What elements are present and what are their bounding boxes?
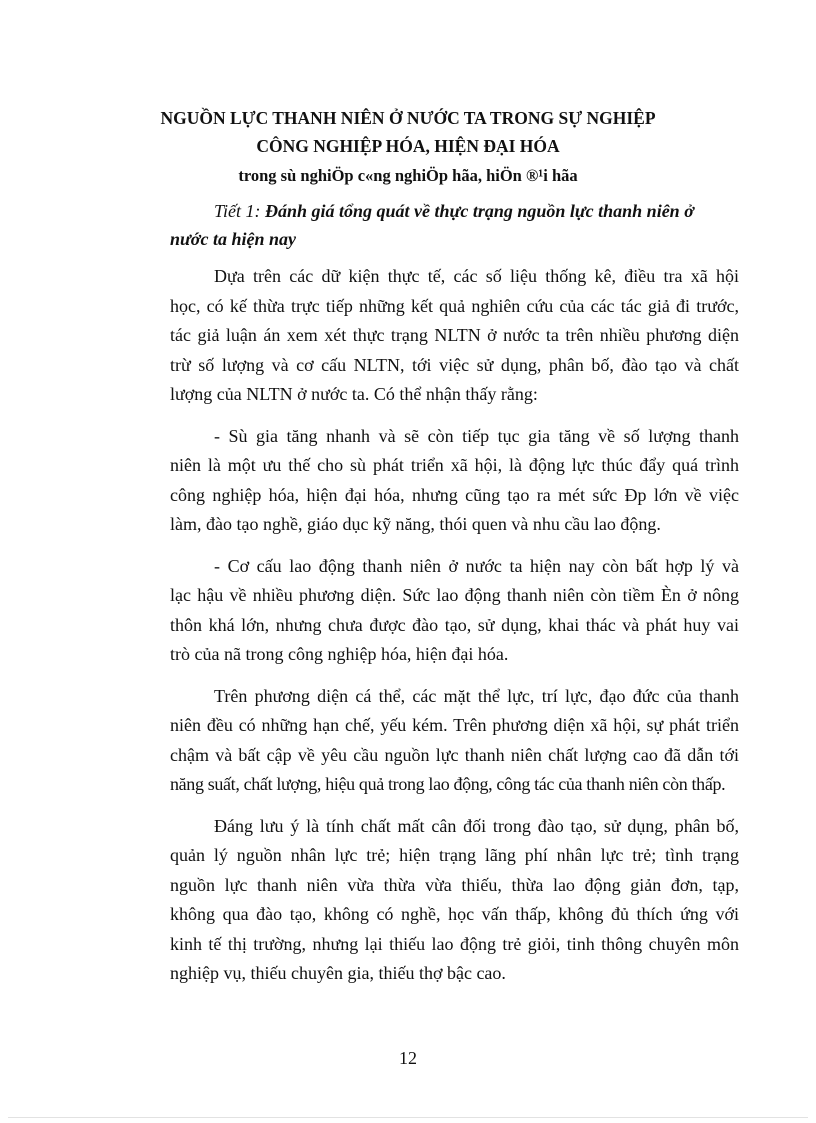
paragraph-line: năng suất, chất lượng, hiệu quả trong lao động, công tác của thanh niên còn thấp. (170, 774, 726, 794)
paragraph-line: niên đều có những hạn chế, yếu kém. Trên phương diện xã hội, sự phát triển (170, 715, 739, 735)
paragraph-line: nguồn lực thanh niên vừa thừa vừa thiếu, thừa lao động giản đơn, tạp, (170, 874, 739, 895)
paragraph-line: trừ số lượng và cơ cấu NLTN, tới việc sử dụng, phân bố, đào tạo và chất (170, 354, 739, 375)
section-heading-line-1 (170, 197, 750, 225)
paragraph-line: niên là một ưu thế cho sù phát triển xã hội, là động lực thúc đẩy quá trình (170, 455, 739, 475)
paragraph-line: kinh tế thị trường, nhưng lại thiếu lao động trẻ giỏi, tinh thông chuyên môn (170, 933, 739, 954)
paragraph-line: lạc hậu về nhiều phương diện. Sức lao động thanh niên còn tiềm Èn ở nông (170, 585, 739, 605)
title-line-1: NGUỒN LỰC THANH NIÊN Ở NƯỚC TA TRONG SỰ NGHIỆP (160, 108, 656, 128)
paragraph-line: làm, đào tạo nghề, giáo dục kỹ năng, thói quen và nhu cầu lao động. (170, 514, 661, 534)
paragraph (170, 422, 739, 540)
paragraph-line: chậm và bất cập về yêu cầu nguồn lực thanh niên chất lượng cao đã dẫn tới (170, 744, 739, 765)
paragraph-line: quản lý nguồn nhân lực trẻ; hiện trạng lãng phí nhân lực trẻ; tình trạng (170, 845, 739, 865)
section-label: Tiết 1 (214, 201, 255, 221)
page-number: 12 (399, 1048, 417, 1068)
paragraph-line: công nghiệp hóa, hiện đại hóa, nhưng cũng tạo ra mét sức Ðp lớn về việc (170, 484, 739, 505)
section-separator: : (254, 201, 266, 221)
title-line-2: CÔNG NGHIỆP HÓA, HIỆN ĐẠI HÓA (256, 136, 560, 156)
paragraph (170, 682, 739, 800)
paragraph-line: trò của nã trong công nghiệp hóa, hiện đại hóa. (170, 644, 509, 664)
paragraph (170, 812, 739, 989)
paragraph-line: - Cơ cấu lao động thanh niên ở nước ta hiện nay còn bất hợp lý và (214, 555, 739, 576)
paragraph (170, 552, 739, 670)
paragraph-line: Đáng lưu ý là tính chất mất cân đối trong đào tạo, sử dụng, phân bố, (214, 815, 739, 836)
paragraph-line: lượng của NLTN ở nước ta. Có thể nhận thấy rằng: (170, 384, 538, 404)
body-text (170, 262, 739, 1001)
paragraph-line: tác giả luận án xem xét thực trạng NLTN ở nước ta trên nhiều phương diện (170, 325, 739, 345)
paragraph-line: thôn khá lớn, nhưng chưa được đào tạo, sử dụng, khai thác và phát huy vai (170, 614, 739, 635)
document-title (120, 104, 696, 190)
page-bottom-rule (8, 1117, 808, 1118)
paragraph-line: Dựa trên các dữ kiện thực tế, các số liệu thống kê, điều tra xã hội (214, 266, 739, 286)
section-title-part-1: Đánh giá tổng quát về thực trạng nguồn lực thanh niên ở (265, 201, 694, 221)
paragraph-line: - Sù gia tăng nhanh và sẽ còn tiếp tục gia tăng về số lượng thanh (214, 425, 739, 446)
title-line-3: trong sù nghiÖp c«ng nghiÖp hãa, hiÖn ®¹i hãa (238, 166, 578, 185)
paragraph (170, 262, 739, 410)
section-title-part-2: nước ta hiện nay (170, 229, 296, 249)
paragraph-line: nghiệp vụ, thiếu chuyên gia, thiếu thợ bậc cao. (170, 963, 506, 983)
paragraph-line: Trên phương diện cá thể, các mặt thể lực, trí lực, đạo đức của thanh (214, 685, 739, 706)
paragraph-line: không qua đào tạo, không có nghề, học vấn thấp, không đủ thích ứng với (170, 904, 739, 924)
section-heading (170, 197, 750, 253)
paragraph-line: học, có kế thừa trực tiếp những kết quả nghiên cứu của các tác giả đi trước, (170, 295, 739, 316)
